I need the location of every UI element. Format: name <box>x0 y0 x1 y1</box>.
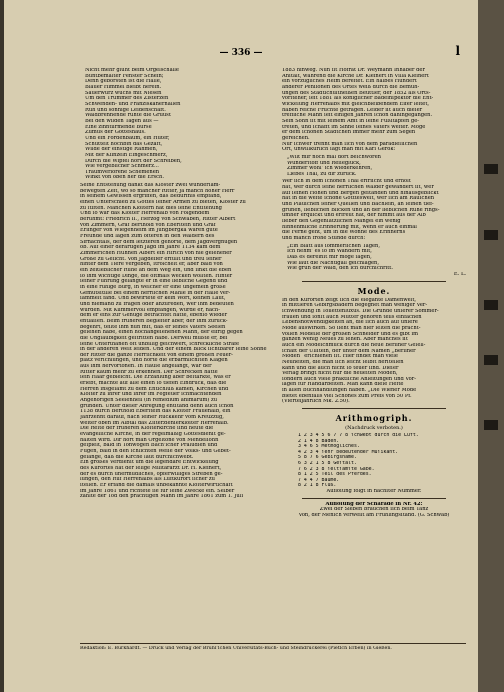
text-line: geſehen habe, einen hochangeſehenen Mann, der eifrig gegen <box>80 330 243 336</box>
text-line: Sein Sohn iſt mit ſeinem Amt in ſeine Fußſtapfen ge- <box>282 118 419 124</box>
text-line: von Zimmern, Graf Berthold von Eberſtein und Graf <box>80 222 216 228</box>
footer-divider <box>80 643 466 644</box>
text-line: bietet ebenfalls viel Schönes zum Preis von 50 Pf. <box>282 393 412 399</box>
section-divider <box>302 408 446 409</box>
article-prose-continued <box>282 68 466 153</box>
puzzle-note: Auflöſung folgt in nächſter Nummer. <box>326 489 422 495</box>
text-line: zahlte der Tod den prächtigen Mann im Jahre 1861 zum 1. Juli <box>80 494 243 500</box>
text-line: 1883 hinweg. Nun iſt Hofrat Dr. Weymann Inhaber der <box>282 68 425 73</box>
poem-line: Ich nehm’ es ſo im Wandern mit, <box>287 249 372 255</box>
text-line: ein vorzügliches Heim bereitet. Ein halbes Hundert <box>282 79 417 85</box>
text-line: weiter oben im Albtal das Ziſterzienſerkloſter Herrenalb. <box>80 420 229 426</box>
edge-mark <box>484 230 498 240</box>
text-line: die Ungläubigkeit geſtritten habe. Derweil müßte er, bei <box>80 335 228 341</box>
text-line: frauen und ſonſt auch Mütter gehören teils einfachen <box>282 314 422 320</box>
puzzle-row: 6 3 2 1 5 8 Geſtalt. <box>298 461 357 467</box>
text-line: Seine Entstehung dankt das Kloster zwei wunderſam- <box>80 183 221 189</box>
text-line: ſammelt fand. Und bewirtete er kein Wort, keinen Laut, <box>80 296 226 302</box>
poem-line: Wie grün der Wald, den ich durchſchritt.“ <box>287 266 396 272</box>
page-header <box>4 44 478 68</box>
text-line: evangeliſche Kirche, in der regelmäßig Gottesdienſt ge- <box>80 432 226 437</box>
text-line: grünen, lieblichen Blicken und an der lieblichen Ruhe rings- <box>282 207 440 213</box>
mode-heading: Mode. <box>357 285 391 296</box>
puzzle-row: 8 2 1 8 Fluß. <box>298 483 337 489</box>
poem-line: Wunderſtoff und Reiſeglück, <box>287 160 361 166</box>
puzzle-row: 8 1 2 5 Teil des Pferdes. <box>298 472 372 478</box>
text-line: Lebensnotwendigkeiten an, die ſich auch auf unſere <box>282 320 418 326</box>
text-line: Größe zu Geſicht. Von Jagdeifer erfüllt und treu ſeiner <box>80 256 222 262</box>
poem-line: Bei den wilden Tagen aus — <box>85 118 159 124</box>
text-line: 1138 durch Berthold Eberſtein das Kloſter Frauenalb, ein <box>80 409 231 415</box>
text-line: ſchaft der Ullſtein, der unter dem Namen „Berliner <box>282 348 416 354</box>
text-line: Nur ſchwer trennt man ſich von dem paradieſiſchen <box>282 141 418 147</box>
poem-line: Schwenden- und Franziskanerhallen <box>85 101 181 107</box>
text-line: Mode auswirken. So ſieht man hier ſelten die pracht- <box>282 325 421 331</box>
text-line: (Vierteljährlich Mk. 2.50). <box>282 399 350 405</box>
poem-line: Ruh und sonnige Leidenschaft. <box>85 107 166 113</box>
text-line: in seinem Gewissen ergriffen, das Bedürfnis empfand, <box>80 194 222 200</box>
puzzle-row: 4 2 3 4 ſehr bedeutender Muſikant. <box>298 449 399 455</box>
text-line: geſänge, daß die Kirche laut durchſchwebt. <box>80 454 194 460</box>
text-line: hat in die weite ſchöne Gottteswelt, wer ſich am Rauſchen <box>282 196 435 202</box>
text-line: ſtellen. Er erfand die damals unbekannte Kloſterwirtſchaft <box>80 482 233 488</box>
text-line: ſeiner Führung gelangte er in eine liebliche Gegend und <box>80 279 228 285</box>
solution-line: Von, der Menſch verweilt am Frühlingsſtand. (G. Schwab) <box>298 513 450 518</box>
text-line: Die Reſte der früheren Kloſterkirche ſind heute die <box>80 426 214 432</box>
text-line: treffliche Mann ſeit einigen Jahren ſchon dahingegangen. <box>282 113 433 119</box>
text-line: Anſtalt, während die Kirche Dr. Kleinert in Villa Kleinert <box>282 73 429 79</box>
puzzle-row: 3 4 6 5 Metmögliches. <box>298 444 360 450</box>
section-divider <box>302 281 446 282</box>
text-line: lagen für Handarbeiten. Man kann dieſe Hefte <box>282 382 404 388</box>
text-line: in eine ruhige Burg, in welcher er eine ungemein große <box>80 284 226 290</box>
text-line: erlebt, machte auf alle einen ſo tiefen Eindruck, daß die <box>80 381 227 387</box>
text-line: bewegten Zeit, wo so mancher Ritter, ja manch hoher Herr <box>80 188 235 194</box>
text-line: lungen, den Ruf Herrenalbs als Luftkurort ſicher zu <box>80 477 215 483</box>
poem-line: Waldbrennende ruhte die Gruust <box>85 113 171 119</box>
text-line: ſo ihm wichtige Dinge, die oftmals wecken wollten. Hinter <box>80 273 233 279</box>
text-line: Angehörigen Seelenheil (in remedium animarum) zu <box>80 398 218 404</box>
text-line: umher erquickt und erfreut hat, der nimmt aus der Alb <box>282 213 426 219</box>
text-line: und Plauſchen ſeiner Quellen und Bächlein, an ſeinen tief- <box>282 202 434 208</box>
text-line: ſchwendung in Toilettenluxus. Die Gründe unſerer Sommer- <box>282 308 439 314</box>
poem-line: Und ein Fordenbaum, ein Hüter, <box>85 135 170 141</box>
imprint-footer: Redaktion: E. Burkhardt. — Druck und Verlag der Brühl’ſchen Universitäts-Buch- und Steindruckerei (Pietſch Erben) in Gießen. <box>80 646 392 651</box>
edge-mark <box>484 420 498 430</box>
text-line: Sirnachtals, der dem letzteren gehörte, dem Jagdvergnügen <box>80 239 238 245</box>
text-line: auf ſeinen Höhen und Bergen geſtanden und hinausgeblickt <box>282 190 439 196</box>
text-line: entlaſſen. Beim früheren Begleiter aber, der ihm zurück- <box>80 318 228 324</box>
text-line: des Kurortes hat der ſelige Militärarzt Dr. H. Kleinert, <box>80 465 222 471</box>
text-line: Gemütsſtille bei einem herrlichen Mahle in der Halle ver- <box>80 290 231 296</box>
right-column <box>282 68 466 519</box>
text-line: gründen. Unter dieſer Anregung entſtand denn auch ſchon <box>80 403 234 409</box>
text-line: die Ferne geht, um in die Wonne des Erinnerns <box>282 230 406 236</box>
solution-text <box>282 507 466 518</box>
text-line: vollen Modelle der großen Schneider und es gibt im <box>282 331 419 337</box>
poem-line: Wilde der einstige Rahmen, <box>85 147 158 153</box>
header-mark: l <box>455 44 460 58</box>
poem-line: Zimmer wohl’ ich wiederkehren, <box>287 166 373 172</box>
text-line: begehrt, teilte ihm nun mit, daß er ſeines Vaters Seelen <box>80 324 226 330</box>
puzzle-subtitle: (Nachdruck verboten.) <box>345 425 403 432</box>
poem-line: Um den Trümmer des Zisterzen <box>85 96 169 102</box>
section-divider <box>302 498 446 499</box>
poem-line: „Ein Blatt aus ſommerlichen Tagen, <box>287 243 380 249</box>
text-line: kann und die auch nicht ſo teuer ſind. Dieſer <box>282 365 399 371</box>
puzzle-row: 1 2 3 4 5 6 7 7 8 ſchwebt durch die Luft. <box>298 433 419 439</box>
text-line: Herren insgeſamt zu dem Entſchluß kamen, Kirchen und <box>80 386 229 392</box>
mode-article <box>282 298 466 405</box>
puzzle-row: 7 4 4 7 Bäume. <box>298 477 340 483</box>
text-line: halten wird. Dir hört man Orgeltöne von Mendelſohn <box>80 437 219 443</box>
text-line: Ort, unwillkürlich ſagt man mit Karl Gerok: <box>282 147 396 153</box>
text-line: Jahrzehnt darauf, nach ſeiner Rückkehr vom Kreuzzug, <box>80 415 224 421</box>
poem-line: Mit der Kiinzeln Eingeschmerz, <box>85 152 168 158</box>
text-line: würden. Mit Kummervoll empfangen, wurde er, nach- <box>80 307 220 313</box>
text-line: ob. Auf einer derartigen Jagd im Jahre 1134 kam dem <box>80 245 221 251</box>
poem-line: Winkt von oben her die Ersch. <box>85 175 165 181</box>
text-line: gereichen. <box>282 135 310 141</box>
solution-line: Zwei der Sieben brauchen ſich beim Tanz <box>319 507 429 513</box>
puzzle-heading: Arithmogriph. <box>335 413 413 424</box>
closing-poem <box>282 244 466 272</box>
text-line: Freunde und lagen zum öfteren in den Wäldern des <box>80 234 215 240</box>
text-line: Ein großes Verdienſt um die legendäre Entwickelung <box>80 460 219 466</box>
text-line: in der anderen Welt leiden. Und der einem Blick ſichtbarer ſeine Söhne <box>80 347 267 353</box>
text-line: ſeine Unterthanen oft unbillig geſchwert, ſchreckliche Strafe <box>80 341 240 347</box>
poem-line: Denn geborsten ist die Halle, <box>85 79 162 85</box>
poem-line: Schüttelt hochbin das Gezäft, <box>85 141 163 147</box>
text-line: haben reiche Früchte getragen. Leider iſt auch dieſer <box>282 107 423 113</box>
article-prose <box>80 183 272 500</box>
edge-mark <box>484 164 498 174</box>
quoted-poem <box>282 155 466 178</box>
poem-line: Liebes Thal, zu dir zurück.“ <box>287 171 360 177</box>
text-line: platz verſchlungen, und hörte die erbärmlichſten Klagen <box>80 358 228 364</box>
text-line: in allen Buchhandlungen haben. „Die Wiener Mode“ <box>282 388 419 394</box>
text-line: dem er eins zur Genüge betrachtet hatte, ebenſo wieder <box>80 313 228 319</box>
text-line: ungen des Stadtſchultheißen Beuttler, der 1852 als Orts- <box>282 90 431 96</box>
poem-line: Durch die Wipfel hört der Schreiben, <box>85 158 182 164</box>
text-line: im Jahre 1861 und richtete ſie für ſeine Zwecke ein. Selber <box>80 488 235 494</box>
text-line: vorſteher, ſeit 1881 als königlicher Badeinſpektor die Ent- <box>282 96 434 102</box>
text-line: Verlag bringt nicht nur die neueſten Moden, <box>282 371 398 377</box>
text-line: der es durch unermüdliches, opferwilliges Streben ge- <box>80 471 223 477</box>
text-line: In den Kurorten zeigt ſich die elegante Damenwelt, <box>282 297 417 303</box>
text-line: zu ſtiften. Manchen Klöſtern hat dies ſeine Entſtehung <box>80 205 222 211</box>
poem-line: Sauerwurz wuchs mit Niesen <box>85 90 162 96</box>
poem-line: Eine zinntürmende Burse <box>85 124 152 130</box>
text-line: der Ritter die ganze Herrlichkeit von einem großen Feuer- <box>80 352 233 358</box>
poem-line: Daß es dereinſt mir möge ſagen, <box>287 255 372 260</box>
text-line: hinnehmliche Erinnerung mit, wenn er auch einmal <box>282 224 417 230</box>
text-line: aus ihm hervortönen. In Hauſe angelangt, war der <box>80 364 212 370</box>
poem-line: „Wilt mir noch mal dort beſchwören <box>287 154 381 160</box>
poem-signature: E. L. <box>453 271 466 277</box>
text-line: Erlinger von Wiegenheim im Jungbergka waren gute <box>80 228 218 234</box>
text-line: ganzen wenig Neues zu ſehen. Aber manches iſt <box>282 337 408 343</box>
text-line: und niemand zu fragen oder anzureden, wer ihm bedeuten <box>80 301 234 307</box>
poem-line: Buntbemalter Fenster Schein; <box>85 73 164 79</box>
text-line: ſondern auch viele praktiſche Anleitungen und Vor- <box>282 376 416 382</box>
puzzle-rows <box>282 433 466 489</box>
text-line: Fugen, bald in den ſchlichten Weiſe der Volks- und Gebet- <box>80 448 231 454</box>
text-line: anderer Penſionen des Ortes weiß durch die Bemüh- <box>282 84 420 90</box>
text-line: auch ein Modeſchmuck durch die neue Berliner Geſell- <box>282 342 426 348</box>
text-line: hat, wer durch ſeine herrlichen Wälder gewandert iſt, wer <box>282 185 434 191</box>
text-line: Klöſter zu ihrer und ihrer im Fegfeuer ſchmachtenden <box>80 392 222 398</box>
text-line: und manch frohe Stunde durch: <box>282 236 366 242</box>
poem-line: Zumus der Gotteshaus. <box>85 130 146 136</box>
left-column <box>80 68 272 500</box>
text-line: Wer ſich in dem ſchönen Thal erfriſcht und erholt <box>282 179 411 185</box>
poem <box>80 68 272 181</box>
text-line: Ritter kaum mehr zu erkennen. Der Schrecken hatte <box>80 369 218 375</box>
text-line: einen Unterschied zu Gottes ſeiner Armen zu bieten, Klöster zu <box>80 200 246 206</box>
text-line: treten, und ſchafft im Sinne ſeines Vaters weiter. Möge <box>282 124 426 130</box>
poem-line: Wie laut die Nachtigall geſchlagen, <box>287 260 379 266</box>
text-line: Und ſo war das Kloſter Herrenalb von Folgendem <box>80 211 210 217</box>
edge-mark <box>484 355 498 365</box>
text-line: berühmt: Friedrich II., Herzog von Schwaben, Ritter Albert <box>80 217 236 223</box>
poem-line: Nicht mehr glüht beim Orgelschalle <box>85 68 179 73</box>
text-line: Moden“ erſchienen iſt. Hier findet man viele <box>282 354 398 360</box>
solution-heading: Auflöſung der Scharade in Nr. 42: <box>325 501 423 507</box>
text-line: Neuheiten, die man ſich leicht ſelbſt herſtellen <box>282 359 404 365</box>
puzzle-row: 5 8 7 6 Gebirgsname. <box>298 455 357 461</box>
edge-mark <box>484 300 498 310</box>
text-line: er dem ſchönen Städtchen immer mehr zum Segen <box>282 130 416 136</box>
puzzle-row: 7 6 2 3 8 ſeltſamſte Gabe. <box>298 466 375 472</box>
page-number: — 336 — <box>219 48 263 58</box>
article-prose-closing <box>282 179 466 241</box>
text-line: hinter dem Tiere vergeben, ſtrolchelt er, aber bald von <box>80 262 223 268</box>
poem-line: Träumverlorene Schemenen <box>85 169 160 175</box>
text-line: in mittleren Gebirgsbädern begegnet man weniger Ver- <box>282 303 428 309</box>
poem-line: Blauer Himmel bleibt herein. <box>85 84 162 90</box>
poem-line: Wie vergeblicher Schmerz... <box>85 164 159 170</box>
text-line: ein zeitleblicher Ruhe an dem Weg ein, und ſinkt die eben <box>80 267 232 273</box>
text-line: Zimmerſchen Hühnen Albert ein Hirſch von nie geſehener <box>80 251 232 256</box>
text-line: lieber den Gegenſätzlichen Mangel ein wenig <box>282 219 401 225</box>
adjacent-page-edge <box>478 0 504 692</box>
text-line: ſein Haar gebleicht. Die Erzählung aber beſtärkte, was er <box>80 375 231 381</box>
puzzle-row: 2 1 4 8 Baden. <box>298 438 340 444</box>
text-line: wickelung Herrenalbs mit gleichbleibendem Eifer leitet, <box>282 101 430 107</box>
text-line: geſpielt, bald in Tonwogen Bach'ſcher Präludien und <box>80 443 218 449</box>
